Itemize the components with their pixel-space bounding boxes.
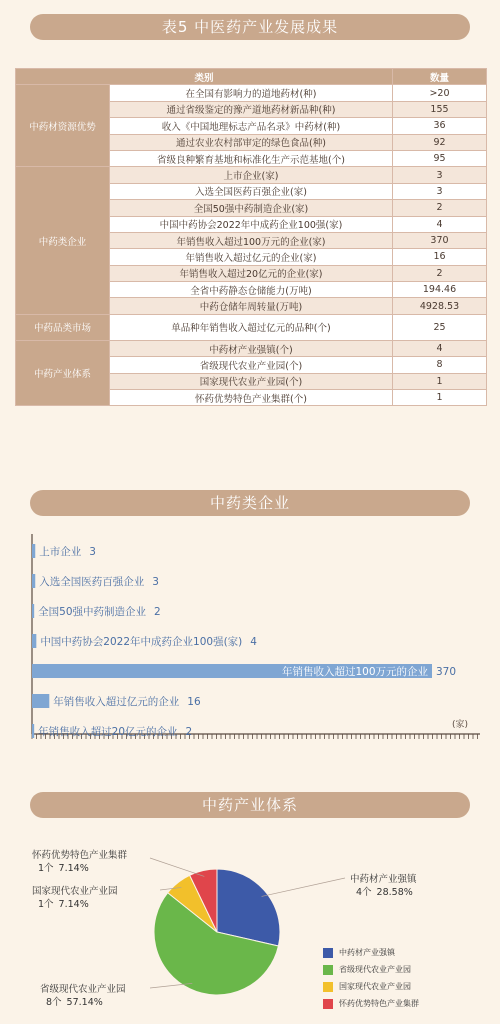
slice-percent: 28.58% <box>376 887 413 898</box>
item-cell: 省级良种繁育基地和标准化生产示范基地(个) <box>110 150 393 166</box>
unit-label: (家) <box>452 720 469 730</box>
item-cell: 入选全国医药百强企业(家) <box>110 183 393 199</box>
item-cell: 怀药优势特色产业集群(个) <box>110 390 393 406</box>
value-cell: 155 <box>393 101 487 117</box>
bar <box>32 724 34 738</box>
value-cell: >20 <box>393 85 487 101</box>
header-category: 类别 <box>16 69 393 85</box>
item-cell: 通过省级鉴定的豫产道地药材新品种(种) <box>110 101 393 117</box>
bar-value: 2 <box>154 606 161 618</box>
bar <box>32 544 35 558</box>
bar-value: 16 <box>187 696 201 708</box>
slice-stat <box>356 886 413 898</box>
value-cell: 3 <box>393 167 487 183</box>
item-cell: 国家现代农业产业园(个) <box>110 373 393 389</box>
bar-category: 全国50强中药制造企业 <box>38 606 147 618</box>
value-cell: 25 <box>393 314 487 340</box>
table-row <box>16 85 487 101</box>
leader-line <box>262 878 345 896</box>
slice-percent: 7.14% <box>58 863 89 874</box>
item-cell: 省级现代农业产业园(个) <box>110 357 393 373</box>
slice-percent: 7.14% <box>58 899 89 910</box>
slice-stat <box>38 862 89 874</box>
item-cell: 年销售收入超过100万元的企业(家) <box>110 232 393 248</box>
group-label: 中药产业体系 <box>16 340 110 406</box>
value-cell: 3 <box>393 183 487 199</box>
group-label: 中药品类市场 <box>16 314 110 340</box>
pie-legend <box>323 944 443 1012</box>
value-cell: 4 <box>393 340 487 356</box>
value-cell: 95 <box>393 150 487 166</box>
item-cell: 中国中药协会2022年中成药企业100强(家) <box>110 216 393 232</box>
value-cell: 4 <box>393 216 487 232</box>
item-cell: 年销售收入超过亿元的企业(家) <box>110 249 393 265</box>
item-cell: 单品种年销售收入超过亿元的品种(个) <box>110 314 393 340</box>
group-label: 中药材资源优势 <box>16 85 110 167</box>
item-cell: 年销售收入超过20亿元的企业(家) <box>110 265 393 281</box>
item-cell: 中药材产业强镇(个) <box>110 340 393 356</box>
slice-name: 省级现代农业产业园 <box>40 984 126 995</box>
legend-label: 怀药优势特色产业集群 <box>339 999 419 1008</box>
leader-line <box>150 858 204 876</box>
item-cell: 通过农业农村部审定的绿色食品(种) <box>110 134 393 150</box>
legend-swatch <box>323 965 333 975</box>
value-cell: 92 <box>393 134 487 150</box>
bar-label <box>40 635 257 648</box>
bar-category: 年销售收入超过20亿元的企业 <box>38 726 178 738</box>
bar-category: 上市企业 <box>39 546 82 558</box>
table-title: 表5 中医药产业发展成果 <box>30 14 470 40</box>
group-label: 中药类企业 <box>16 167 110 315</box>
slice-name: 中药材产业强镇 <box>350 874 417 885</box>
slice-count: 8个 <box>46 997 62 1008</box>
slice-count: 1个 <box>38 863 54 874</box>
table-row <box>16 340 487 356</box>
slice-stat <box>38 898 89 910</box>
bar-label <box>282 665 429 678</box>
bar-label <box>38 725 192 738</box>
slice-name: 国家现代农业产业园 <box>32 886 118 897</box>
slice-percent: 57.14% <box>66 997 103 1008</box>
value-cell: 16 <box>393 249 487 265</box>
bar-chart <box>20 530 490 770</box>
bar-value: 3 <box>89 546 96 558</box>
bar-value: 4 <box>250 636 257 648</box>
bar-label <box>39 575 159 588</box>
value-cell: 36 <box>393 118 487 134</box>
bar-chart-title: 中药类企业 <box>30 490 470 516</box>
bar-category: 入选全国医药百强企业 <box>39 576 145 588</box>
legend-label: 中药材产业强镇 <box>339 948 395 957</box>
bar-value: 2 <box>185 726 193 738</box>
item-cell: 收入《中国地理标志产品名录》中药材(种) <box>110 118 393 134</box>
bar <box>32 574 35 588</box>
bar <box>32 604 34 618</box>
bar-value: 370 <box>436 666 457 678</box>
value-cell: 1 <box>393 373 487 389</box>
bar-category: 年销售收入超过亿元的企业 <box>53 696 180 708</box>
legend-label: 省级现代农业产业园 <box>339 965 411 974</box>
bar-label <box>53 695 201 708</box>
header-quantity: 数量 <box>393 69 487 85</box>
slice-stat <box>46 996 103 1008</box>
legend-swatch <box>323 948 333 958</box>
slice-name: 怀药优势特色产业集群 <box>32 850 128 861</box>
value-cell: 8 <box>393 357 487 373</box>
item-cell: 在全国有影响力的道地药材(种) <box>110 85 393 101</box>
value-cell: 2 <box>393 265 487 281</box>
table-row <box>16 167 487 183</box>
item-cell: 全国50强中药制造企业(家) <box>110 200 393 216</box>
legend-item <box>323 978 443 995</box>
bar-category: 年销售收入超过100万元的企业 <box>281 666 428 678</box>
item-cell: 全省中药静态仓储能力(万吨) <box>110 282 393 298</box>
value-cell: 194.46 <box>393 282 487 298</box>
item-cell: 上市企业(家) <box>110 167 393 183</box>
results-table <box>15 68 487 406</box>
legend-item <box>323 995 443 1012</box>
legend-label: 国家现代农业产业园 <box>339 982 411 991</box>
bar <box>32 634 36 648</box>
item-cell: 中药仓储年周转量(万吨) <box>110 298 393 314</box>
table-row <box>16 314 487 340</box>
slice-count: 1个 <box>38 899 54 910</box>
value-cell: 2 <box>393 200 487 216</box>
value-cell: 370 <box>393 232 487 248</box>
legend-swatch <box>323 999 333 1009</box>
legend-item <box>323 944 443 961</box>
bar-label <box>39 545 96 558</box>
bar-category: 中国中药协会2022年中成药企业100强(家) <box>40 636 243 648</box>
bar <box>32 694 49 708</box>
pie-chart-title: 中药产业体系 <box>30 792 470 818</box>
value-cell: 1 <box>393 390 487 406</box>
bar-value: 3 <box>152 576 159 588</box>
legend-swatch <box>323 982 333 992</box>
bar-label <box>38 605 161 618</box>
value-cell: 4928.53 <box>393 298 487 314</box>
legend-item <box>323 961 443 978</box>
slice-count: 4个 <box>356 887 372 898</box>
